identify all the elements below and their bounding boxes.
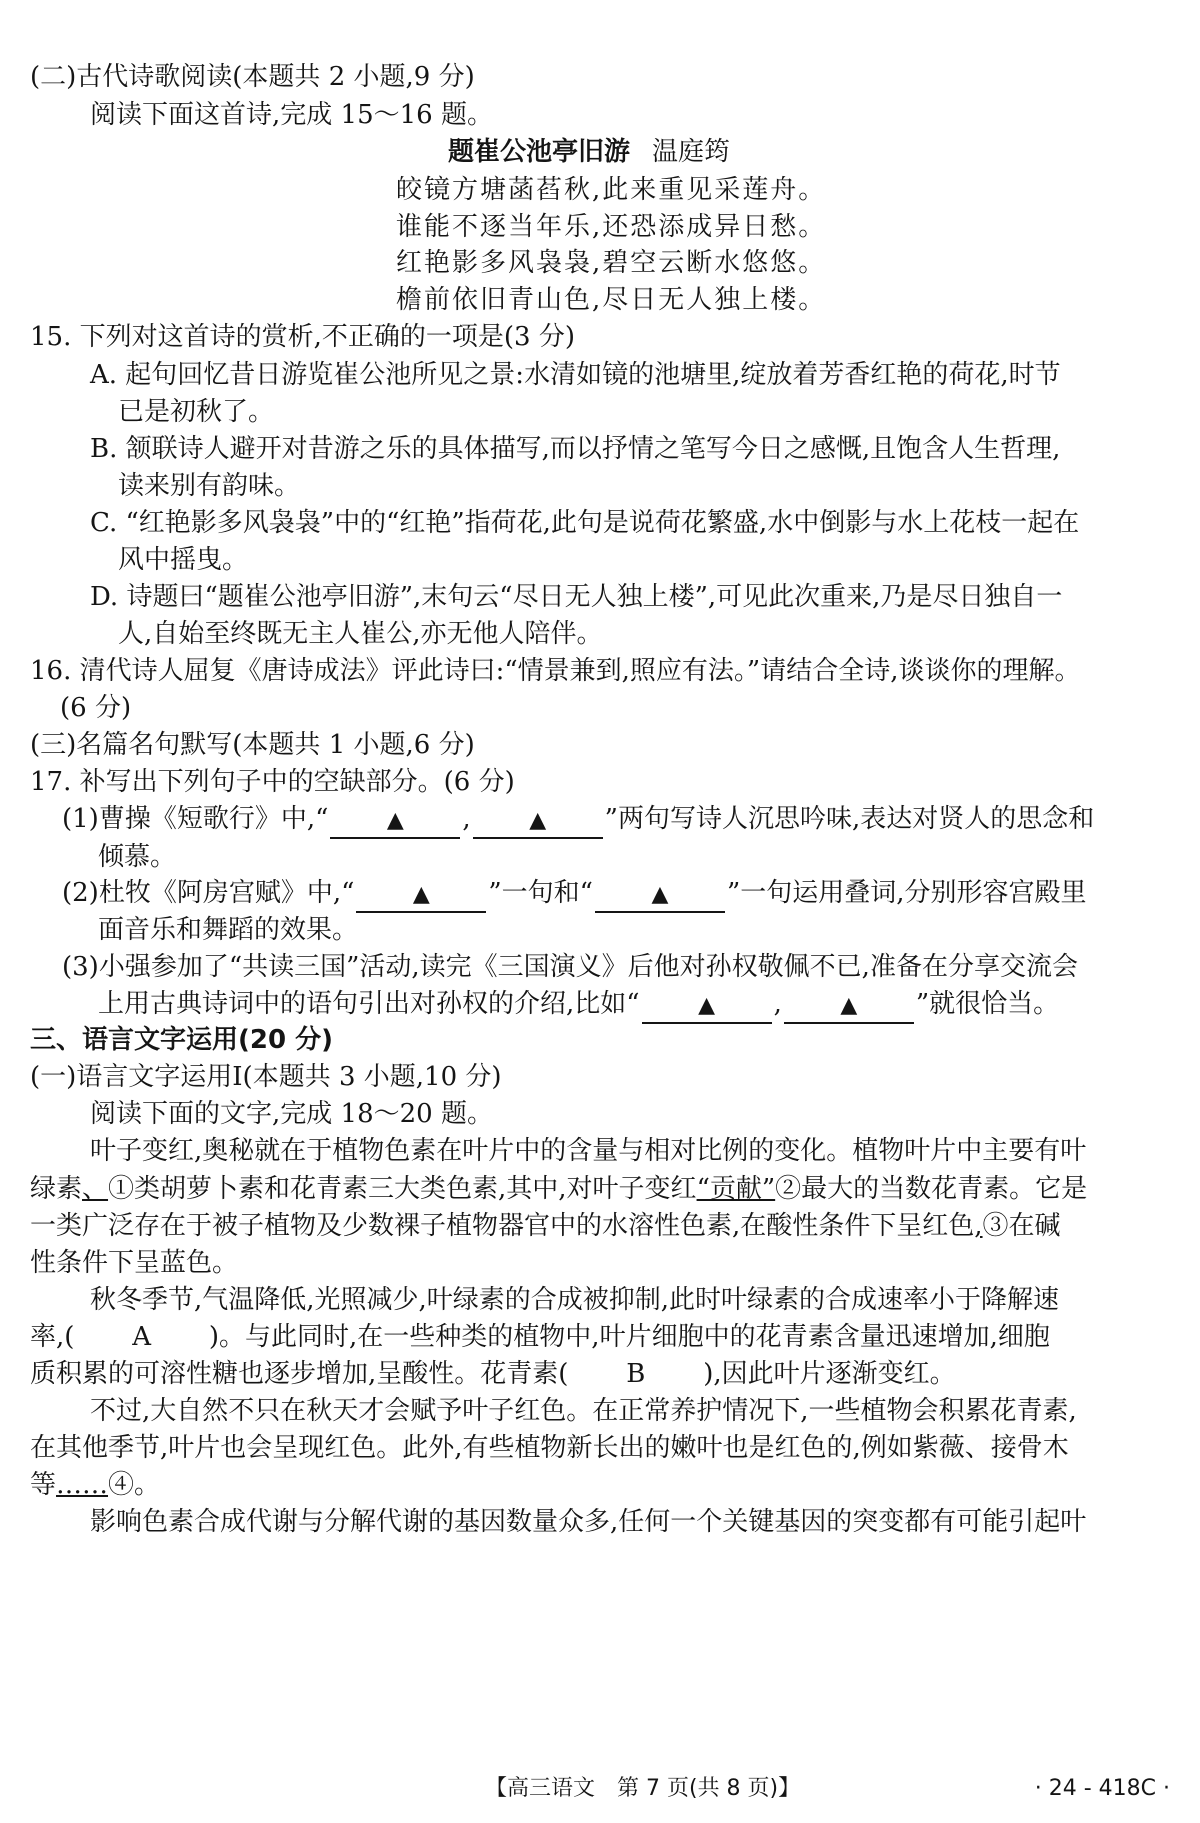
section-heading-poetry: (二)古代诗歌阅读(本题共 2 小题,9 分) [30,62,475,92]
q17-item-1 [62,800,1094,839]
part-three-heading: 三、语言文字运用(20 分) [30,1025,333,1055]
section-heading-recitation: (三)名篇名句默写(本题共 1 小题,6 分) [30,730,475,760]
passage-p1-line3 [30,1207,1061,1245]
separator: , [773,989,782,1019]
question-15-stem: 15. 下列对这首诗的赏析,不正确的一项是(3 分) [30,322,575,352]
q15-option-b-cont: 读来别有韵味。 [118,471,301,501]
separator: , [462,804,471,834]
poem-author: 温庭筠 [652,137,731,167]
q15-option-a: A. 起句回忆昔日游览崔公池所见之景:水清如镜的池塘里,绽放着芳香红艳的荷花,时节 [90,360,1061,390]
answer-blank[interactable]: ▲ [356,879,486,913]
passage-text: 一类广泛存在于被子植物及少数裸子植物器官中的水溶性色素,在酸性条件下呈红色 [30,1211,975,1241]
answer-blank[interactable]: ▲ [330,805,460,839]
question-16-score: (6 分) [60,693,132,723]
passage-p3: 不过,大自然不只在秋天才会赋予叶子红色。在正常养护情况下,一些植物会积累花青素, [90,1396,1077,1426]
passage-p1-line2 [30,1170,1087,1208]
page-footer [0,1770,1200,1810]
passage-text: ①类胡萝卜素和花青素三大类色素,其中,对叶子变红 [108,1174,697,1204]
q17-item-1-cont: 倾慕。 [98,842,177,872]
q17-item-3: (3)小强参加了“共读三国”活动,读完《三国演义》后他对孙权敬佩不已,准备在分享交流会 [62,952,1078,982]
poem-line: 谁能不逐当年乐,还恐添成异日愁。 [396,212,827,242]
q17-item-2 [62,874,1087,913]
passage-text: ③在碱 [982,1211,1061,1241]
passage-text: 绿素 [30,1174,83,1204]
q15-option-c: C. “红艳影多风袅袅”中的“红艳”指荷花,此句是说荷花繁盛,水中倒影与水上花枝一起在 [90,508,1080,538]
marked-quote-2: “贡献” [696,1174,776,1204]
poem-title: 题崔公池亭旧游 [448,137,631,167]
answer-blank[interactable]: ▲ [784,990,914,1024]
q17-item-2-text: ”一句和“ [488,878,593,908]
q15-option-d: D. 诗题曰“题崔公池亭旧游”,末句云“尽日无人独上楼”,可见此次重来,乃是尽日独自一 [90,582,1063,612]
q17-item-3-text: ”就很恰当。 [915,989,1060,1019]
question-17-stem: 17. 补写出下列句子中的空缺部分。(6 分) [30,767,515,797]
passage-p3-line2: 在其他季节,叶片也会呈现红色。此外,有些植物新长出的嫩叶也是红色的,例如紫薇、接骨木 [30,1433,1069,1463]
passage-p2-line2: 率,( A )。与此同时,在一些种类的植物中,叶片细胞中的花青素含量迅速增加,细胞 [30,1322,1050,1352]
poem-header [448,133,730,171]
q15-option-c-cont: 风中摇曳。 [118,545,249,575]
q15-option-a-cont: 已是初秋了。 [118,397,275,427]
answer-blank[interactable]: ▲ [595,879,725,913]
answer-blank[interactable]: ▲ [642,990,772,1024]
passage-p3-line3 [30,1466,160,1504]
language-instruction: 阅读下面的文字,完成 18～20 题。 [90,1099,493,1129]
poem-line: 红艳影多风袅袅,碧空云断水悠悠。 [396,248,827,278]
q17-item-2-text: ”一句运用叠词,分别形容宫殿里 [726,878,1087,908]
passage-text: ②最大的当数花青素。它是 [775,1174,1088,1204]
poem-line: 皎镜方塘菡萏秋,此来重见采莲舟。 [396,175,827,205]
poem-line: 檐前依旧青山色,尽日无人独上楼。 [396,285,827,315]
poetry-instruction: 阅读下面这首诗,完成 15～16 题。 [90,100,493,130]
q17-item-2-cont: 面音乐和舞蹈的效果。 [98,915,359,945]
passage-text: ④。 [108,1470,161,1500]
q17-item-3-cont [98,985,1059,1024]
marked-punctuation-1: 、 [82,1174,109,1204]
question-16-stem: 16. 清代诗人屈复《唐诗成法》评此诗曰:“情景兼到,照应有法。”请结合全诗,谈谈你的理解。 [30,656,1081,686]
passage-p2: 秋冬季节,气温降低,光照减少,叶绿素的合成被抑制,此时叶绿素的合成速率小于降解速 [90,1285,1060,1315]
passage-text: 等 [30,1470,57,1500]
passage-p1-line4: 性条件下呈蓝色。 [30,1248,239,1278]
passage-p4: 影响色素合成代谢与分解代谢的基因数量众多,任何一个关键基因的突变都有可能引起叶 [90,1507,1087,1537]
answer-blank[interactable]: ▲ [473,805,603,839]
q17-item-3-text: 上用古典诗词中的语句引出对孙权的介绍,比如“ [98,989,640,1019]
q17-item-1-text: ”两句写诗人沉思吟味,表达对贤人的思念和 [604,804,1095,834]
q17-item-2-text: (2)杜牧《阿房宫赋》中,“ [62,878,355,908]
q15-option-b: B. 颔联诗人避开对昔游之乐的具体描写,而以抒情之笔写今日之感慨,且饱含人生哲理, [90,434,1061,464]
marked-punctuation-3: , [974,1211,983,1241]
marked-ellipsis-4: …… [56,1470,109,1500]
q15-option-d-cont: 人,自始至终既无主人崔公,亦无他人陪伴。 [118,619,603,649]
passage-p2-line3: 质积累的可溶性糖也逐步增加,呈酸性。花青素( B ),因此叶片逐渐变红。 [30,1359,956,1389]
exam-code: · 24 - 418C · [1034,1776,1170,1801]
page-number: 【高三语文 第 7 页(共 8 页)】 [485,1776,801,1801]
q17-item-1-text: (1)曹操《短歌行》中,“ [62,804,329,834]
passage-p1: 叶子变红,奥秘就在于植物色素在叶片中的含量与相对比例的变化。植物叶片中主要有叶 [90,1136,1087,1166]
section-heading-language: (一)语言文字运用Ⅰ(本题共 3 小题,10 分) [30,1062,502,1092]
